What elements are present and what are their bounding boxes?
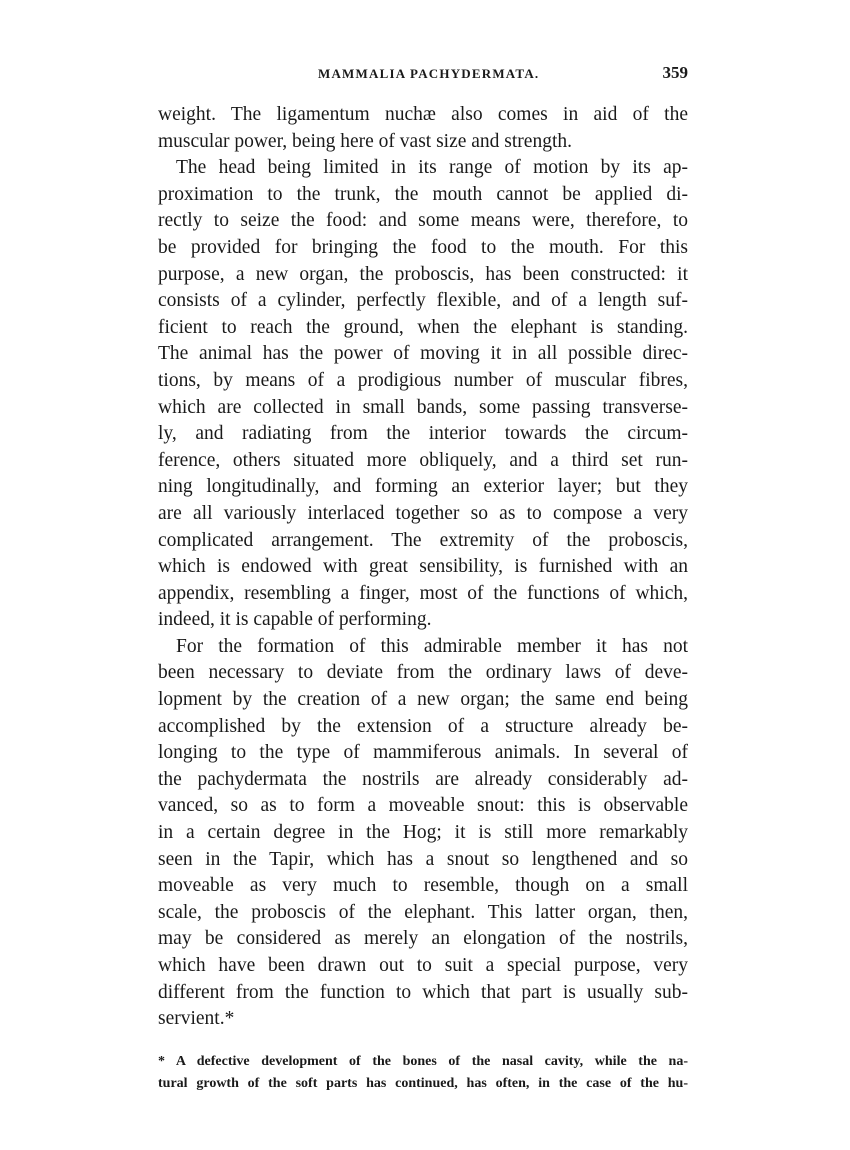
text-line: rectly to seize the food: and some means were, therefore, to — [158, 210, 688, 232]
text-line: The head being limited in its range of motion by its ap- — [176, 157, 688, 179]
text-line: The animal has the power of moving it in all possible direc- — [158, 343, 688, 365]
book-page — [158, 60, 688, 1095]
text-line: in a certain degree in the Hog; it is still more remarkably — [158, 822, 688, 844]
text-line: muscular power, being here of vast size and strength. — [158, 130, 573, 152]
text-line: ficient to reach the ground, when the elephant is standing. — [158, 316, 688, 338]
text-line: are all variously interlaced together so as to compose a very — [158, 502, 688, 524]
text-line: been necessary to deviate from the ordinary laws of deve- — [158, 662, 688, 684]
text-line: may be considered as merely an elongation of the nostrils, — [158, 928, 688, 950]
text-line: weight. The ligamentum nuchæ also comes in aid of the — [158, 104, 688, 125]
text-line: the pachydermata the nostrils are already considerably ad- — [158, 768, 688, 790]
text-line: lopment by the creation of a new organ; the same end being — [158, 689, 688, 711]
text-line: indeed, it is capable of performing. — [158, 609, 432, 631]
text-line: servient.* — [158, 1008, 235, 1030]
footnote — [158, 1051, 688, 1095]
text-line: scale, the proboscis of the elephant. This latter organ, then, — [158, 901, 688, 923]
text-line: ning longitudinally, and forming an exterior layer; but they — [158, 476, 688, 498]
footnote-line: tural growth of the soft parts has continued, has often, in the case of the hu- — [158, 1075, 688, 1091]
footnote-line: * A defective development of the bones of the nasal cavity, while the na- — [158, 1053, 688, 1069]
page-number: 359 — [662, 63, 688, 82]
text-line: ly, and radiating from the interior towards the circum- — [158, 423, 688, 445]
text-line: proximation to the trunk, the mouth cannot be applied di- — [158, 183, 688, 205]
text-line: vanced, so as to form a moveable snout: this is observable — [158, 795, 688, 817]
paragraph — [158, 102, 688, 155]
text-line: seen in the Tapir, which has a snout so lengthened and so — [158, 848, 688, 870]
text-line: which have been drawn out to suit a special purpose, very — [158, 955, 688, 976]
text-line: longing to the type of mammiferous animals. In several of — [158, 742, 688, 764]
text-line: For the formation of this admirable member it has not — [176, 635, 688, 657]
text-line: moveable as very much to resemble, though on a small — [158, 875, 688, 897]
running-head: MAMMALIA PACHYDERMATA. — [318, 66, 540, 81]
text-line: be provided for bringing the food to the mouth. For this — [158, 236, 688, 258]
text-line: purpose, a new organ, the proboscis, has been constructed: it — [158, 263, 688, 285]
paragraph — [158, 634, 688, 1033]
text-line: tions, by means of a prodigious number of muscular fibres, — [158, 369, 688, 391]
paragraph — [158, 155, 688, 634]
page-header — [158, 60, 688, 90]
text-line: appendix, resembling a finger, most of the functions of which, — [158, 582, 688, 604]
text-line: consists of a cylinder, perfectly flexible, and of a length suf- — [158, 290, 688, 312]
text-line: which are collected in small bands, some passing transverse- — [158, 396, 688, 418]
text-line: accomplished by the extension of a structure already be- — [158, 715, 688, 737]
body-text — [158, 102, 688, 1033]
text-line: complicated arrangement. The extremity of the proboscis, — [158, 529, 688, 551]
text-line: different from the function to which that part is usually sub- — [158, 981, 688, 1003]
text-line: which is endowed with great sensibility, is furnished with an — [158, 556, 688, 578]
text-line: ference, others situated more obliquely, and a third set run- — [158, 449, 688, 471]
